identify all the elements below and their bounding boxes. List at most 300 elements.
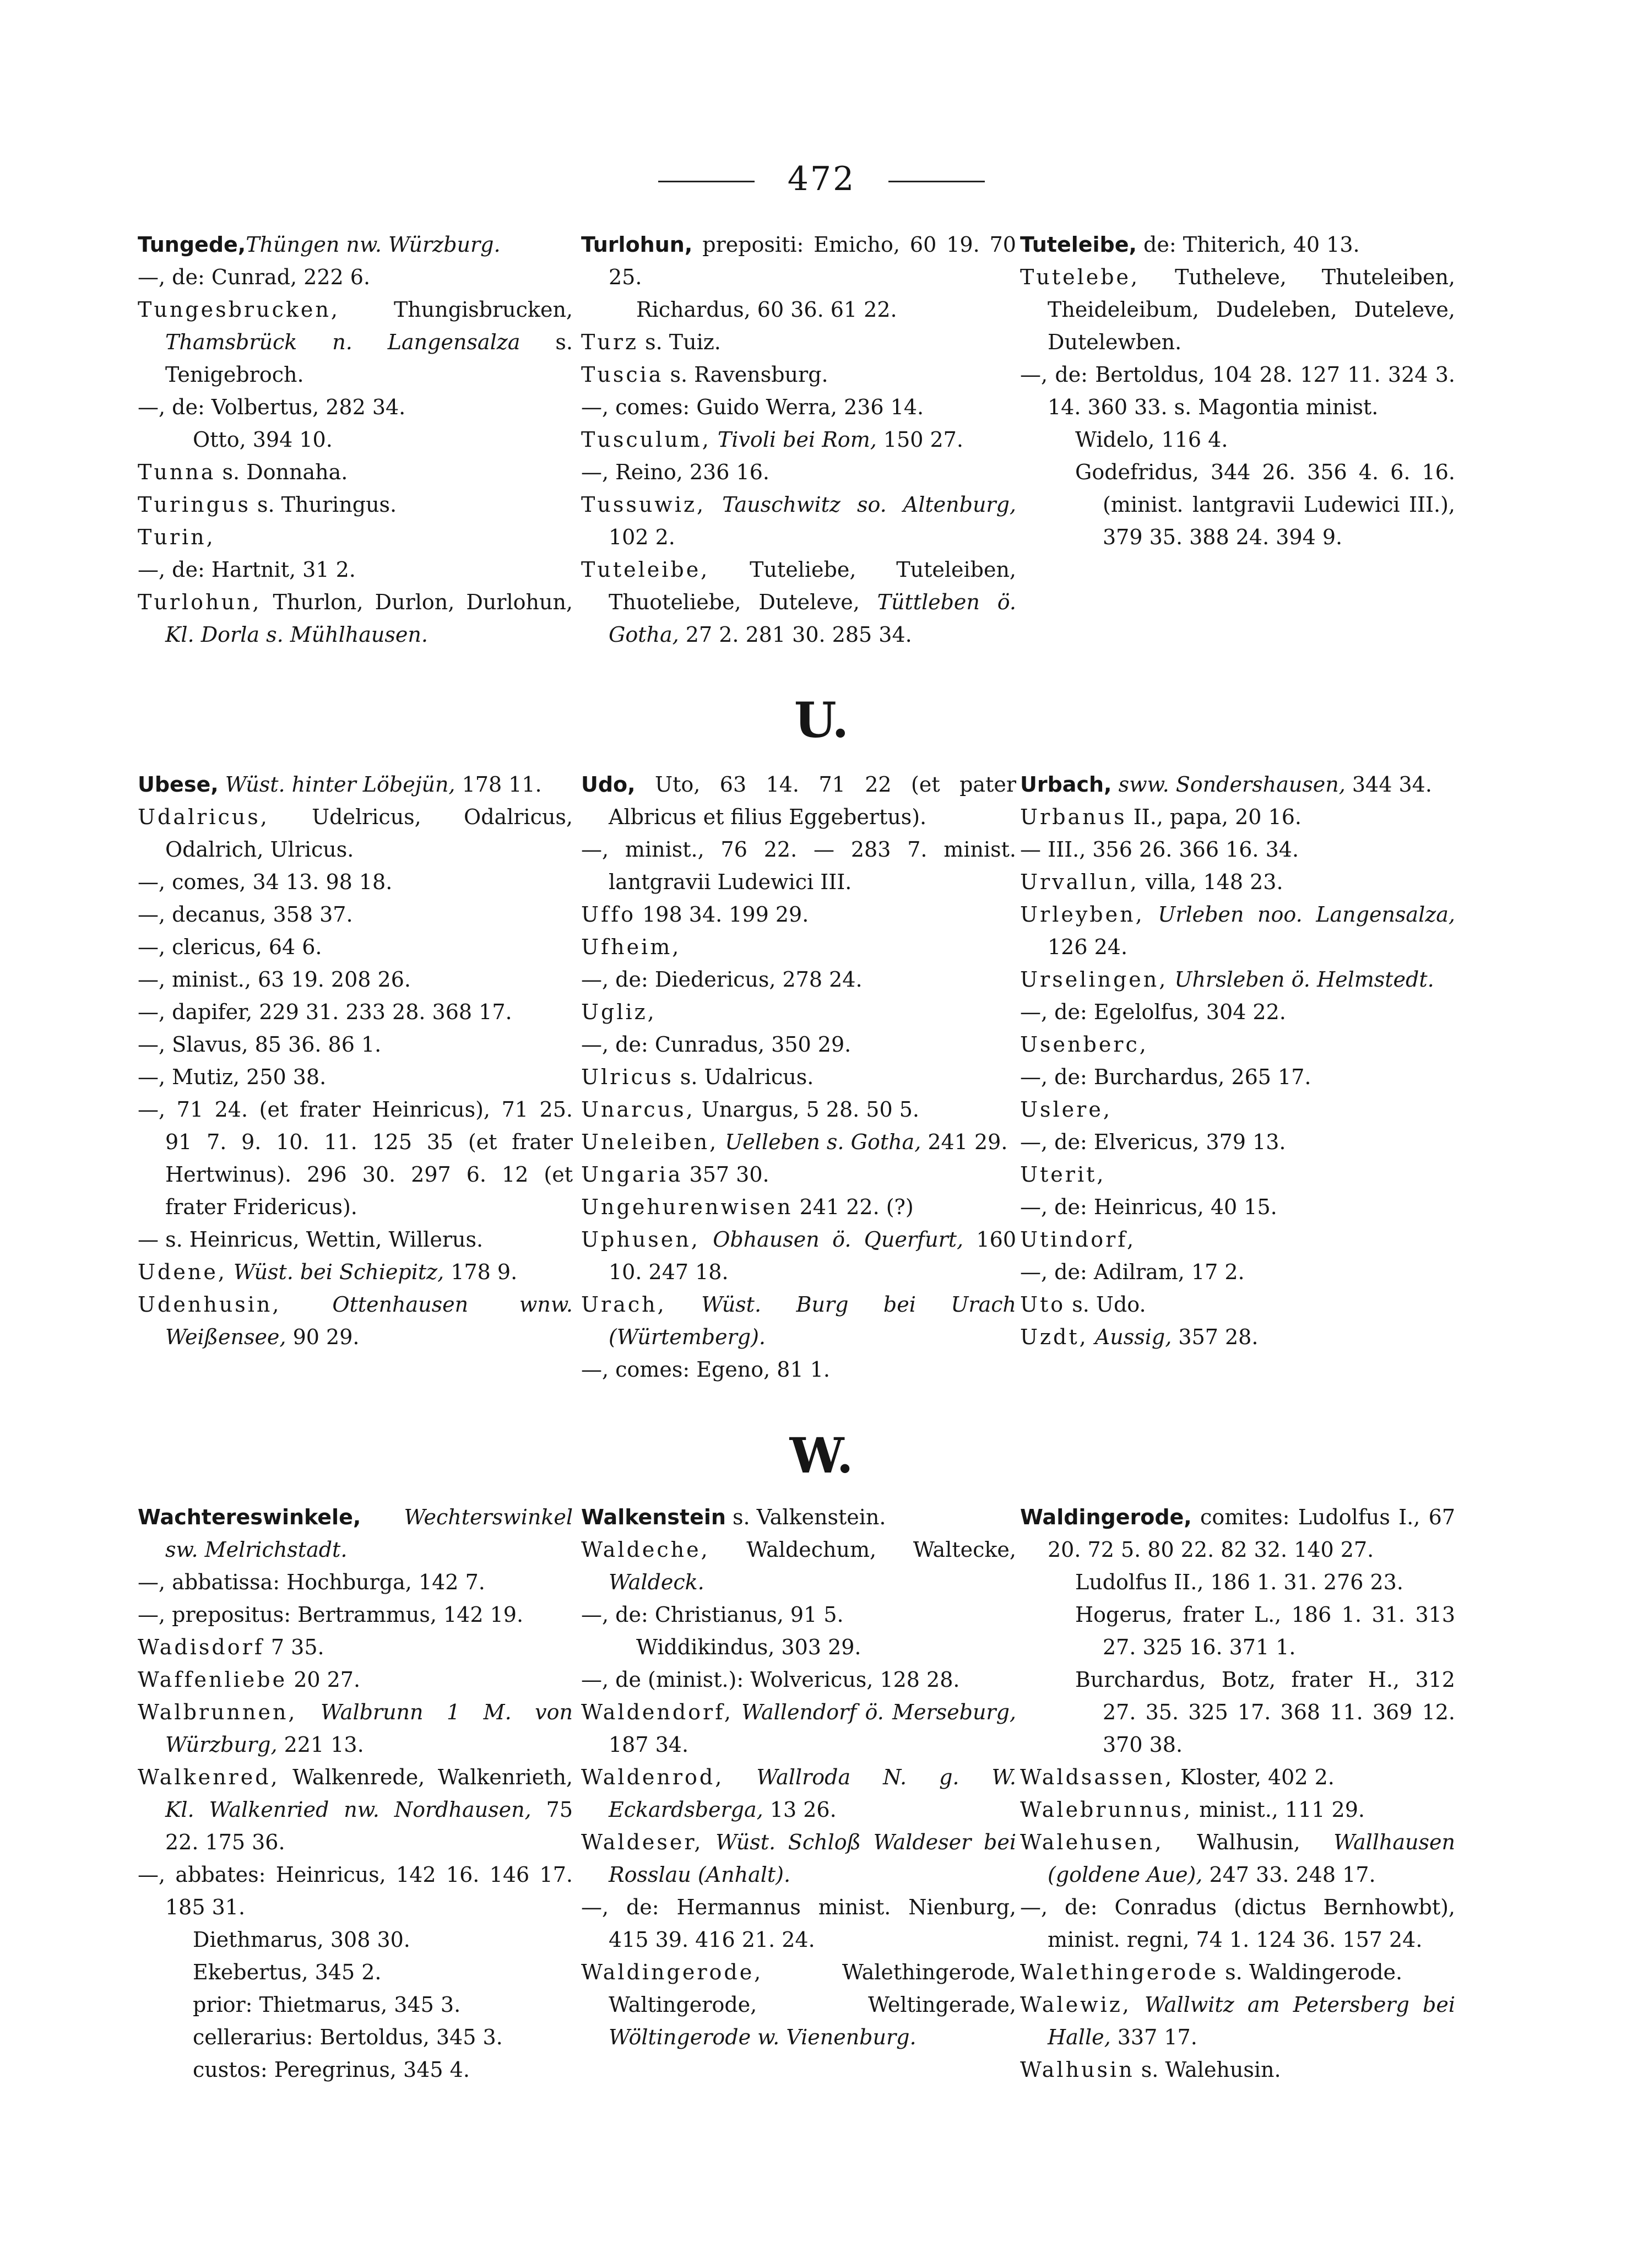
entry-headword-spaced: Turin, (138, 525, 215, 549)
index-entry (1020, 1761, 1455, 1794)
index-entry (581, 1354, 1016, 1386)
entry-place-note: Tüttleben ö. Gotha, (609, 590, 1016, 647)
entry-text (711, 427, 718, 452)
index-entry (138, 768, 573, 801)
entry-headword-spaced: Turz (581, 330, 639, 354)
entry-text: —, de: Christianus, 91 5. (581, 1603, 844, 1627)
entry-headword-spaced: Urleyben, (1020, 902, 1145, 927)
entry-place-note: Waldeck. (609, 1570, 704, 1594)
entry-headword: Waldingerode, (1020, 1505, 1192, 1529)
entry-text: s. Udalricus. (673, 1065, 814, 1089)
index-entry (581, 996, 1016, 1029)
entry-text: Uto, 63 14. 71 22 (et pater Albricus et filius Eggebertus). (609, 772, 1016, 829)
entry-text: Widelo, 116 4. (1075, 427, 1228, 452)
entry-headword-spaced: Walewiz, (1020, 1993, 1131, 2017)
entry-headword-spaced: Unarcus, (581, 1097, 695, 1122)
entry-text: —, de: Conradus (dictus Bernhowbt), minist. regni, 74 1. 124 36. 157 24. (1020, 1895, 1455, 1952)
entry-headword-spaced: Waldsassen, (1020, 1765, 1174, 1789)
entry-text: —, decanus, 358 37. (138, 902, 353, 927)
entry-text: —, 71 24. (et frater Heinricus), 71 25. 91 7. 9. 10. 11. 125 35 (et frater Hertwinus). 296 30. 297 6. 12 (et frater Fridericus). (138, 1097, 573, 1219)
entry-headword-spaced: Ufheim, (581, 935, 681, 959)
entry-text: —, de (minist.): Wolvericus, 128 28. (581, 1668, 960, 1692)
entry-text (703, 1830, 715, 1854)
entry-text: s. Valkenstein. (725, 1505, 886, 1529)
entry-text (718, 1130, 725, 1154)
entry-headword-spaced: Urach, (581, 1292, 666, 1317)
entry-text: Tuteliebe, Tuteleiben, Thuoteliebe, Duteleve, (609, 557, 1016, 614)
entry-headword-spaced: Wadisdorf (138, 1635, 264, 1659)
entry-headword: Ubese, (138, 772, 219, 797)
index-entry (581, 1534, 1016, 1599)
index-entry (581, 1289, 1016, 1354)
entry-headword-spaced: Utindorf, (1020, 1227, 1136, 1252)
index-entry (581, 1029, 1016, 1061)
entry-text: Widdikindus, 303 29. (636, 1635, 861, 1659)
entry-headword-spaced: Udenhusin, (138, 1292, 281, 1317)
entry-place-note: sww. Sondershausen, (1118, 772, 1346, 797)
entry-text: Ekebertus, 345 2. (193, 1960, 382, 1984)
entry-text: de: Thiterich, 40 13. (1136, 232, 1360, 257)
index-entry (581, 1191, 1016, 1224)
entry-references: 187 34. (609, 1733, 689, 1757)
entry-text: Tutheleve, Thuteleiben, Theideleibum, Dudeleben, Duteleve, Dutelewben. (1048, 265, 1455, 354)
entry-text: —, minist., 76 22. — 283 7. minist. lantgravii Ludewici III. (581, 837, 1016, 894)
entry-text: —, Reino, 236 16. (581, 460, 769, 484)
index-entry (138, 2054, 573, 2086)
entry-headword: Turlohun, (581, 232, 693, 257)
entry-text: cellerarius: Bertoldus, 345 3. (193, 2025, 503, 2049)
entry-text: —, de: Bertoldus, 104 28. 127 11. 324 3. 14. 360 33. s. Magontia minist. (1020, 362, 1455, 419)
entry-text (281, 1292, 332, 1317)
index-entry (138, 521, 573, 554)
entry-text: —, de: Cunrad, 222 6. (138, 265, 371, 289)
entry-headword-spaced: Tusculum, (581, 427, 711, 452)
entry-text: —, de: Volbertus, 282 34. (138, 395, 406, 419)
entry-references: 75 22. 175 36. (165, 1798, 573, 1854)
entry-text: —, de: Cunradus, 350 29. (581, 1032, 852, 1057)
index-entry (138, 1956, 573, 1989)
index-entry (581, 424, 1016, 456)
index-entry (138, 1924, 573, 1956)
page-header (0, 160, 1643, 198)
entry-headword-spaced: Uneleiben, (581, 1130, 719, 1154)
entry-text: Diethmarus, 308 30. (193, 1928, 410, 1952)
entry-headword-spaced: Uzdt, (1020, 1325, 1088, 1349)
entry-place-note: Walbrunn 1 M. von Würzburg, (165, 1700, 573, 1757)
entry-place-note: Wallroda N. g. W. Eckardsberga, (609, 1765, 1016, 1822)
index-entry (1020, 1256, 1455, 1289)
entry-text: comites: Ludolfus I., 67 20. 72 5. 80 22. 82 32. 140 27. (1048, 1505, 1455, 1562)
index-column-2 (581, 1501, 1016, 2054)
entry-text: —, Mutiz, 250 38. (138, 1065, 327, 1089)
index-entry (1020, 1566, 1455, 1599)
index-entry (138, 586, 573, 651)
entry-headword: Walkenstein (581, 1505, 726, 1529)
index-entry (1020, 229, 1455, 261)
section-letter-w: W. (789, 1427, 854, 1484)
index-entry (581, 1501, 1016, 1534)
entry-headword-spaced: Waldeche, (581, 1538, 710, 1562)
entry-references: 337 17. (1110, 2025, 1197, 2049)
entry-text: —, de: Elvericus, 379 13. (1020, 1130, 1286, 1154)
entry-headword-spaced: Waffenliebe (138, 1668, 288, 1692)
entry-text (724, 1765, 756, 1789)
entry-place-note: Ottenhausen wnw. Weißensee, (165, 1292, 573, 1349)
entry-text: s. Donnaha. (215, 460, 348, 484)
entry-references: 178 9. (444, 1260, 518, 1284)
entry-text: —, abbates: Heinricus, 142 16. 146 17. 185 31. (138, 1863, 573, 1919)
index-entry (1020, 1989, 1455, 2054)
index-entry (1020, 1029, 1455, 1061)
index-entry (138, 1631, 573, 1664)
index-entry (138, 1761, 573, 1859)
index-entry (581, 931, 1016, 964)
entry-headword-spaced: Uto (1020, 1292, 1066, 1317)
entry-references: 221 13. (277, 1733, 364, 1757)
entry-text: —, clericus, 64 6. (138, 935, 322, 959)
index-entry (581, 1126, 1016, 1159)
index-column-3 (1020, 1501, 1455, 2086)
entry-text: Otto, 394 10. (193, 427, 333, 452)
entry-headword-spaced: Urselingen, (1020, 967, 1168, 992)
index-entry (138, 294, 573, 391)
index-entry (138, 801, 573, 866)
index-entry (581, 1061, 1016, 1094)
entry-text: prepositi: Emicho, 60 19. 70 25. (609, 232, 1016, 289)
entry-text (1111, 772, 1118, 797)
header-rule-right (888, 181, 985, 182)
entry-headword-spaced: Uterit, (1020, 1162, 1106, 1187)
index-entry (138, 898, 573, 931)
entry-place-note: Urleben noo. Langensalza, (1158, 902, 1455, 927)
index-column-1 (138, 1501, 573, 2086)
entry-place-note: Uhrsleben ö. Helmstedt. (1174, 967, 1434, 992)
entry-text: —, de: Egelolfus, 304 22. (1020, 1000, 1286, 1024)
entry-references: 27 2. 281 30. 285 34. (679, 623, 912, 647)
entry-text: —, de: Burchardus, 265 17. (1020, 1065, 1311, 1089)
entry-place-note: Wöltingerode w. Vienenburg. (609, 2025, 917, 2049)
entry-text (361, 1505, 404, 1529)
index-entry (581, 768, 1016, 833)
entry-text: II., papa, 20 16. (1126, 805, 1302, 829)
index-entry (1020, 1159, 1455, 1191)
index-entry (1020, 866, 1455, 898)
entry-place-note: Wallwitz am Petersberg bei Halle, (1048, 1993, 1455, 2049)
entry-place-note: Wechterswinkel sw. Melrichstadt. (165, 1505, 573, 1562)
entry-place-note: Wüst. Schloß Waldeser bei Rosslau (Anhalt). (609, 1830, 1016, 1887)
index-column-1 (138, 768, 573, 1354)
entry-text: —, de: Adilram, 17 2. (1020, 1260, 1245, 1284)
index-entry (138, 391, 573, 424)
entry-headword-spaced: Waldendorf, (581, 1700, 734, 1724)
entry-text: Kloster, 402 2. (1174, 1765, 1335, 1789)
entry-headword-spaced: Waldeser, (581, 1830, 703, 1854)
index-entry (138, 261, 573, 294)
entry-text: —, abbatissa: Hochburga, 142 7. (138, 1570, 485, 1594)
entry-text: Ludolfus II., 186 1. 31. 276 23. (1075, 1570, 1403, 1594)
entry-text (666, 1292, 702, 1317)
entry-place-note: Wüst. Burg bei Urach (Würtemberg). (609, 1292, 1016, 1349)
index-entry (1020, 833, 1455, 866)
index-entry (138, 964, 573, 996)
index-column-1 (138, 229, 573, 651)
entry-text: prior: Thietmarus, 345 3. (193, 1993, 461, 2017)
entry-headword-spaced: Waldenrod, (581, 1765, 724, 1789)
index-entry (1020, 1061, 1455, 1094)
entry-text (1145, 902, 1158, 927)
index-entry (1020, 424, 1455, 456)
index-entry (1020, 1664, 1455, 1761)
entry-text: —, minist., 63 19. 208 26. (138, 967, 411, 992)
entry-text (706, 492, 722, 517)
entry-text (227, 1260, 234, 1284)
entry-headword-spaced: Walebrunnus, (1020, 1798, 1193, 1822)
entry-place-note: Obhausen ö. Querfurt, (713, 1227, 964, 1252)
index-entry (138, 1989, 573, 2021)
entry-references: 150 27. (876, 427, 963, 452)
entry-text: —, comes, 34 13. 98 18. (138, 870, 393, 894)
entry-headword-spaced: Tuteleibe, (581, 557, 710, 582)
entry-headword-spaced: Uslere, (1020, 1097, 1112, 1122)
index-entry (1020, 898, 1455, 964)
entry-headword: Tungede, (138, 232, 246, 257)
index-entry (581, 1094, 1016, 1126)
index-entry (1020, 1826, 1455, 1891)
entry-text: —, dapifer, 229 31. 233 28. 368 17. (138, 1000, 512, 1024)
entry-text: Godefridus, 344 26. 356 4. 6. 16. (minist. lantgravii Ludewici III.), 379 35. 388 24. 394 9. (1075, 460, 1455, 549)
index-entry (1020, 1289, 1455, 1321)
index-entry (1020, 1094, 1455, 1126)
index-entry (1020, 768, 1455, 801)
entry-text: s. Walehusin. (1134, 2058, 1281, 2082)
index-entry (138, 554, 573, 586)
entry-headword-spaced: Waldingerode, (581, 1960, 763, 1984)
index-entry (581, 898, 1016, 931)
index-entry (138, 1256, 573, 1289)
entry-text: Richardus, 60 36. 61 22. (636, 297, 897, 322)
entry-text: —, de: Hartnit, 31 2. (138, 557, 356, 582)
index-entry (581, 1696, 1016, 1761)
index-entry (1020, 261, 1455, 359)
entry-headword: Urbach, (1020, 772, 1112, 797)
entry-text: Thungisbrucken, (339, 297, 573, 322)
index-entry (581, 294, 1016, 326)
entry-text: —, prepositus: Bertrammus, 142 19. (138, 1603, 524, 1627)
index-entry (138, 1289, 573, 1354)
entry-text: s. Waldingerode. (1218, 1960, 1403, 1984)
entry-headword-spaced: Tussuwiz, (581, 492, 706, 517)
entry-text: — s. Heinricus, Wettin, Willerus. (138, 1227, 484, 1252)
index-entry (581, 1631, 1016, 1664)
index-entry (581, 359, 1016, 391)
entry-place-note: Tauschwitz so. Altenburg, (722, 492, 1016, 517)
index-entry (1020, 1126, 1455, 1159)
entry-place-note: Thamsbrück n. Langensalza (165, 330, 520, 354)
entry-headword-spaced: Ungehurenwisen (581, 1195, 793, 1219)
entry-headword-spaced: Uffo (581, 902, 636, 927)
entry-text (700, 1227, 713, 1252)
index-column-2 (581, 768, 1016, 1386)
index-column-2 (581, 229, 1016, 651)
entry-headword-spaced: Walethingerode (1020, 1960, 1219, 1984)
index-entry (138, 1501, 573, 1566)
entry-references: 90 29. (286, 1325, 360, 1349)
entry-text: —, de: Hermannus minist. Nienburg, 415 39. 416 21. 24. (581, 1895, 1016, 1952)
entry-headword-spaced: Walkenred, (138, 1765, 280, 1789)
entry-place-note: Aussig, (1094, 1325, 1172, 1349)
entry-place-note: Tivoli bei Rom, (717, 427, 877, 452)
index-entry (581, 1664, 1016, 1696)
index-entry (138, 424, 573, 456)
entry-headword-spaced: Usenberc, (1020, 1032, 1148, 1057)
page-number: 472 (787, 160, 856, 198)
index-entry (138, 996, 573, 1029)
entry-text (733, 1700, 741, 1724)
entry-headword-spaced: Tutelebe, (1020, 265, 1140, 289)
entry-text: Unargus, 5 28. 50 5. (695, 1097, 919, 1122)
entry-text: — III., 356 26. 366 16. 34. (1020, 837, 1299, 862)
index-entry (581, 391, 1016, 424)
index-entry (138, 229, 573, 261)
entry-text: Walkenrede, Walkenrieth, (279, 1765, 573, 1789)
entry-text: —, de: Diedericus, 278 24. (581, 967, 863, 992)
index-entry (581, 326, 1016, 359)
entry-text: s. Tuiz. (638, 330, 721, 354)
index-entry (1020, 1321, 1455, 1354)
entry-text (1168, 967, 1174, 992)
entry-headword-spaced: Urbanus (1020, 805, 1127, 829)
index-entry (1020, 1191, 1455, 1224)
index-entry (581, 833, 1016, 898)
entry-text: 241 22. (?) (793, 1195, 914, 1219)
entry-text: —, de: Heinricus, 40 15. (1020, 1195, 1277, 1219)
index-entry (1020, 1599, 1455, 1664)
index-entry (1020, 1224, 1455, 1256)
entry-text: Walethingerode, Waltingerode, Weltingerade, (609, 1960, 1016, 2017)
entry-text: —, comes: Egeno, 81 1. (581, 1357, 830, 1382)
entry-place-note: Kl. Dorla s. Mühlhausen. (165, 623, 428, 647)
entry-headword-spaced: Ulricus (581, 1065, 674, 1089)
entry-headword-spaced: Urvallun, (1020, 870, 1139, 894)
entry-text: s. Ravensburg. (663, 362, 828, 387)
header-rule-left (658, 181, 755, 182)
entry-headword-spaced: Udalricus, (138, 805, 269, 829)
entry-headword-spaced: Walbrunnen, (138, 1700, 297, 1724)
entry-headword-spaced: Tuscia (581, 362, 664, 387)
index-entry (1020, 1956, 1455, 1989)
entry-headword-spaced: Walhusin (1020, 2058, 1135, 2082)
entry-text: 198 34. 199 29. (636, 902, 809, 927)
entry-place-note: Wüst. hinter Löbejün, (225, 772, 456, 797)
entry-place-note: Wallhausen (goldene Aue), (1048, 1830, 1455, 1887)
index-entry (138, 1094, 573, 1224)
entry-references: 247 33. 248 17. (1202, 1863, 1376, 1887)
entry-headword-spaced: Tungesbrucken, (138, 297, 340, 322)
index-entry (138, 1599, 573, 1631)
entry-headword-spaced: Uphusen, (581, 1227, 700, 1252)
index-column-3 (1020, 229, 1455, 554)
entry-headword-spaced: Walehusen, (1020, 1830, 1164, 1854)
index-entry (1020, 359, 1455, 424)
index-entry (138, 1696, 573, 1761)
entry-text (1088, 1325, 1095, 1349)
index-entry (138, 1566, 573, 1599)
entry-text: Walhusin, (1163, 1830, 1334, 1854)
entry-headword: Wachtereswinkele, (138, 1505, 361, 1529)
entry-references: s. Tenigebroch. (165, 330, 573, 387)
entry-text: Waldechum, Waltecke, (709, 1538, 1016, 1562)
index-column-3 (1020, 768, 1455, 1354)
entry-place-note: Uelleben s. Gotha, (725, 1130, 921, 1154)
index-entry (138, 1224, 573, 1256)
index-entry (581, 1599, 1016, 1631)
index-entry (1020, 1501, 1455, 1566)
index-entry (138, 1859, 573, 1924)
entry-headword: Tuteleibe, (1020, 232, 1137, 257)
entry-text: Burchardus, Botz, frater H., 312 27. 35. 325 17. 368 11. 369 12. 370 38. (1075, 1668, 1455, 1757)
entry-references: 13 26. (763, 1798, 837, 1822)
entry-text: Udelricus, Odalricus, Odalrich, Ulricus. (165, 805, 573, 862)
index-entry (138, 931, 573, 964)
entry-headword: Udo, (581, 772, 636, 797)
entry-headword-spaced: Udene, (138, 1260, 227, 1284)
index-entry (581, 489, 1016, 554)
entry-text: s. Thuringus. (250, 492, 397, 517)
entry-references: 344 34. (1345, 772, 1432, 797)
section-letter-u: U. (794, 691, 849, 749)
entry-text: Hogerus, frater L., 186 1. 31. 313 27. 325 16. 371 1. (1075, 1603, 1455, 1659)
entry-headword-spaced: Tunna (138, 460, 216, 484)
index-entry (138, 2021, 573, 2054)
entry-references: 241 29. (921, 1130, 1008, 1154)
entry-text: villa, 148 23. (1138, 870, 1283, 894)
entry-headword-spaced: Ugliz, (581, 1000, 657, 1024)
entry-references: 178 11. (455, 772, 542, 797)
entry-text: minist., 111 29. (1192, 1798, 1365, 1822)
entry-text: 20 27. (287, 1668, 361, 1692)
index-entry (581, 1826, 1016, 1891)
index-entry (138, 866, 573, 898)
index-entry (1020, 996, 1455, 1029)
entry-text: —, comes: Guido Werra, 236 14. (581, 395, 924, 419)
index-entry (581, 554, 1016, 651)
entry-text: Thurlon, Durlon, Durlohun, (261, 590, 573, 614)
entry-references: 357 28. (1172, 1325, 1259, 1349)
entry-headword-spaced: Turlohun, (138, 590, 262, 614)
entry-headword-spaced: Turingus (138, 492, 251, 517)
index-entry (1020, 801, 1455, 833)
entry-references: 126 24. (1048, 935, 1128, 959)
entry-text: 7 35. (264, 1635, 324, 1659)
entry-text (297, 1700, 321, 1724)
entry-place-note: Wüst. bei Schiepitz, (233, 1260, 444, 1284)
entry-references: 160 10. 247 18. (609, 1227, 1016, 1284)
entry-text (219, 772, 225, 797)
entry-references: 102 2. (609, 525, 675, 549)
entry-text: custos: Peregrinus, 345 4. (193, 2058, 470, 2082)
index-entry (1020, 2054, 1455, 2086)
entry-text: s. Udo. (1065, 1292, 1146, 1317)
index-entry (138, 1029, 573, 1061)
index-entry (581, 1956, 1016, 2054)
index-entry (1020, 1891, 1455, 1956)
index-entry (581, 456, 1016, 489)
index-entry (581, 964, 1016, 996)
entry-headword-spaced: Ungaria (581, 1162, 683, 1187)
index-entry (581, 1224, 1016, 1289)
entry-place-note: Wallendorf ö. Merseburg, (741, 1700, 1016, 1724)
index-entry (138, 489, 573, 521)
